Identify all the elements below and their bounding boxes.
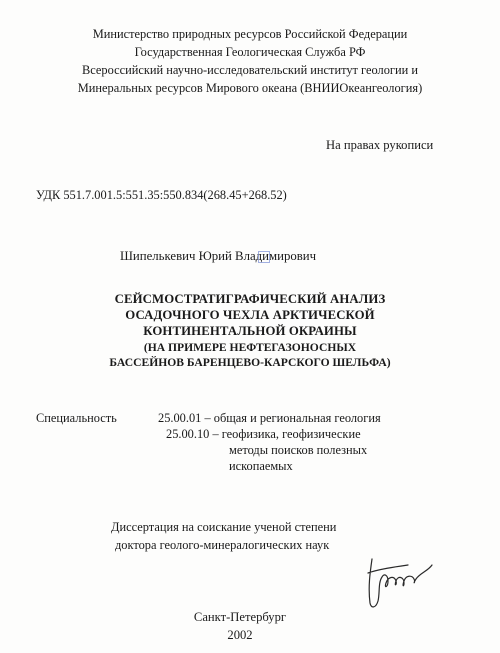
- selection-mark: [258, 251, 270, 263]
- specialty-item-1: 25.00.01 – общая и региональная геология: [158, 411, 381, 425]
- title-line-3: КОНТИНЕНТАЛЬНОЙ ОКРАИНЫ: [143, 324, 357, 338]
- title-line-2: ОСАДОЧНОГО ЧЕХЛА АРКТИЧЕСКОЙ: [125, 308, 375, 322]
- author-name: Шипелькевич Юрий Владимирович: [120, 249, 317, 263]
- dissertation-line-2: доктора геолого-минералогических наук: [115, 538, 330, 552]
- service-line: Государственная Геологическая Служба РФ: [134, 45, 366, 59]
- year: 2002: [227, 628, 253, 642]
- city: Санкт-Петербург: [193, 610, 287, 624]
- subtitle-line-2: БАССЕЙНОВ БАРЕНЦЕВО-КАРСКОГО ШЕЛЬФА): [109, 356, 391, 369]
- institute-line: Всероссийский научно-исследовательский институт геологии и: [82, 63, 418, 77]
- title-line-1: СЕЙСМОСТРАТИГРАФИЧЕСКИЙ АНАЛИЗ: [114, 292, 386, 306]
- manuscript-rights: На правах рукописи: [326, 138, 434, 152]
- specialty-label: Специальность: [36, 411, 117, 425]
- institute-line-2: Минеральных ресурсов Мирового океана (ВНИИОкеангеология): [77, 81, 423, 95]
- ministry-line: Министерство природных ресурсов Российской Федерации: [92, 27, 408, 41]
- specialty-item-2-end: ископаемых: [229, 459, 293, 473]
- specialty-item-2: 25.00.10 – геофизика, геофизические: [166, 427, 361, 441]
- handwritten-signature: [360, 553, 460, 611]
- subtitle-line-1: (НА ПРИМЕРЕ НЕФТЕГАЗОНОСНЫХ: [143, 341, 357, 354]
- dissertation-line-1: Диссертация на соискание ученой степени: [111, 520, 337, 534]
- udc-code: УДК 551.7.001.5:551.35:550.834(268.45+268.52): [36, 188, 287, 202]
- specialty-item-2-cont: методы поисков полезных: [229, 443, 368, 457]
